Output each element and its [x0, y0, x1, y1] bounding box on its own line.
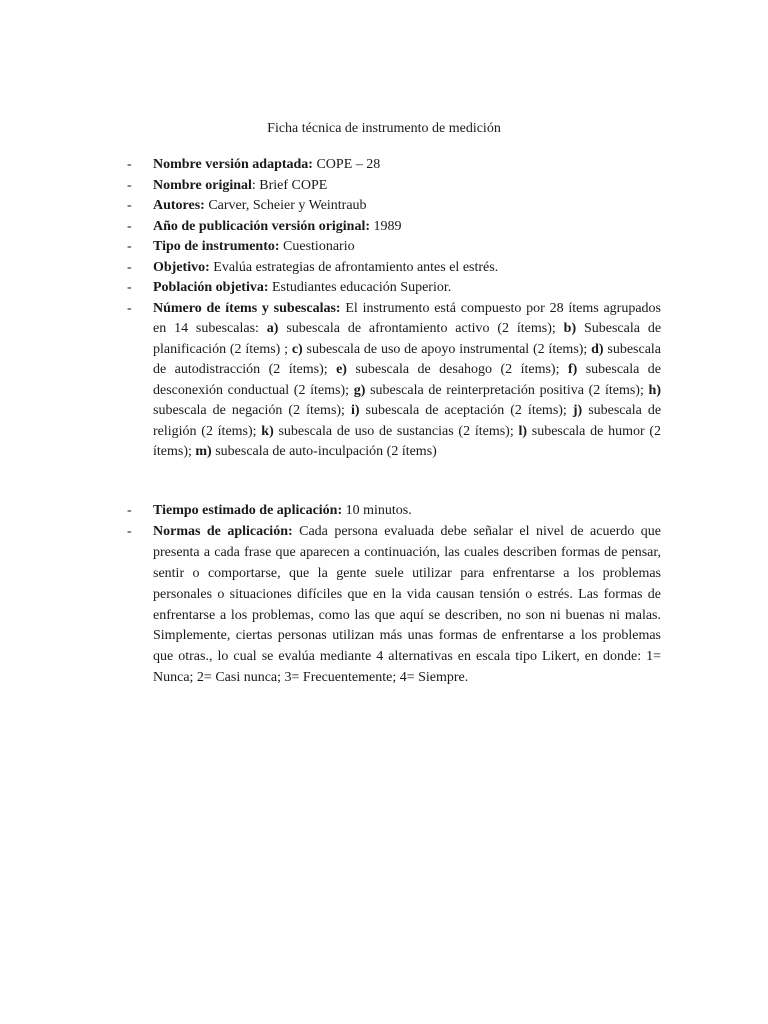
item-value: Estudiantes educación Superior. [272, 280, 452, 295]
subscale-letter: g) [353, 382, 366, 398]
subscale-letter: h) [648, 382, 661, 398]
list-item-target-population [125, 278, 661, 299]
bullet-dash: - [127, 218, 132, 234]
subscale-letter: l) [518, 423, 528, 439]
item-value: 1989 [373, 218, 402, 234]
subscale-text: subescala de autodistracción (2 ítems); [153, 341, 662, 377]
subscale-letter: d) [591, 341, 604, 357]
subscale-letter: e) [336, 362, 347, 377]
subscale-text: subescala de humor (2 ítems); [153, 423, 662, 459]
bullet-dash: - [127, 259, 132, 275]
bullet-dash: - [127, 198, 132, 213]
item-label: Objetivo: [153, 259, 210, 275]
subscale-text: subescala de religión (2 ítems); [153, 403, 662, 439]
subscale-text: subescala de reinterpretación positiva (2 ítems); [370, 382, 644, 398]
list-item-objective [125, 258, 661, 279]
item-value: COPE – 28 [316, 157, 381, 172]
item-value: Evalúa estrategias de afrontamiento antes el estrés. [213, 259, 499, 275]
subscale-letter: f) [567, 362, 578, 377]
item-label: Año de publicación versión original: [153, 218, 371, 234]
item-label: Número de ítems y subescalas: [153, 300, 341, 316]
subscale-letter: m) [195, 444, 212, 459]
item-label: Tipo de instrumento: [153, 239, 280, 254]
subscale-text: subescala de afrontamiento activo (2 ítems); [286, 321, 556, 336]
bullet-dash: - [127, 177, 132, 193]
item-value: Cuestionario [283, 239, 355, 254]
list-item-adapted-name [125, 155, 661, 176]
subscale-letter: k) [261, 423, 274, 439]
list-item-authors [125, 196, 661, 217]
subscale-text: subescala de desconexión conductual (2 ítems); [153, 362, 662, 398]
application-details-list [125, 501, 661, 689]
list-item-application-norms [125, 522, 661, 689]
subscale-letter: c) [291, 341, 303, 357]
subscale-letter: i) [350, 403, 360, 418]
bullet-dash: - [127, 280, 132, 295]
subscale-text: subescala de desahogo (2 ítems); [355, 362, 560, 377]
list-item-publication-year [125, 217, 661, 238]
item-value: Cada persona evaluada debe señalar el nivel de acuerdo que presenta a cada frase que aparecen a continuación, las cuales describen formas de pensar, sentir o comportarse, que la gente suele utilizar para enfrentarse a los problemas personales o situaciones difíciles que en la vida causan tensión o estrés. Las formas de enfrentarse a los problemas, como las que aquí se describen, no son ni buenas ni malas. Simplemente, ciertas personas utilizan más unas formas de enfrentarse a los problemas que otras., lo cual se evalúa mediante 4 alternativas en escala tipo Likert, en donde: 1= Nunca; 2= Casi nunca; 3= Frecuentemente; 4= Siempre. [153, 523, 662, 686]
bullet-dash: - [127, 523, 132, 539]
item-label: Normas de aplicación: [153, 523, 293, 539]
bullet-dash: - [127, 503, 132, 518]
list-item-estimated-time [125, 501, 661, 522]
bullet-dash: - [127, 239, 132, 254]
subscale-text: Subescala de planificación (2 ítems) ; [153, 321, 662, 357]
item-label: Autores: [153, 198, 205, 213]
item-label: Nombre original [153, 177, 252, 193]
bullet-dash: - [127, 300, 132, 316]
subscale-text: subescala de auto-inculpación (2 ítems) [215, 444, 437, 459]
subscale-letter: b) [563, 321, 577, 336]
subscale-letter: a) [266, 321, 279, 336]
bullet-dash: - [127, 157, 132, 172]
item-value: : Brief COPE [251, 177, 328, 193]
list-item-original-name [125, 176, 661, 197]
document-title: Ficha técnica de instrumento de medición [267, 121, 501, 136]
subscale-text: subescala de aceptación (2 ítems); [365, 403, 567, 418]
subscale-text: subescala de uso de sustancias (2 ítems); [278, 423, 514, 439]
subscale-text: subescala de uso de apoyo instrumental (2 ítems); [306, 341, 588, 357]
technical-sheet-list [125, 155, 661, 463]
item-label: Tiempo estimado de aplicación: [153, 503, 343, 518]
item-value: Carver, Scheier y Weintraub [208, 198, 367, 213]
list-item-instrument-type [125, 237, 661, 258]
item-value: 10 minutos. [345, 503, 412, 518]
item-label: Población objetiva: [153, 280, 269, 295]
subscale-letter: j) [572, 403, 583, 418]
list-item-items-and-subscales [125, 299, 661, 463]
subscale-text: subescala de negación (2 ítems); [153, 403, 345, 418]
item-label: Nombre versión adaptada: [153, 157, 313, 172]
items-intro: El instrumento está compuesto por 28 ítems agrupados en 14 subescalas: [153, 300, 662, 336]
